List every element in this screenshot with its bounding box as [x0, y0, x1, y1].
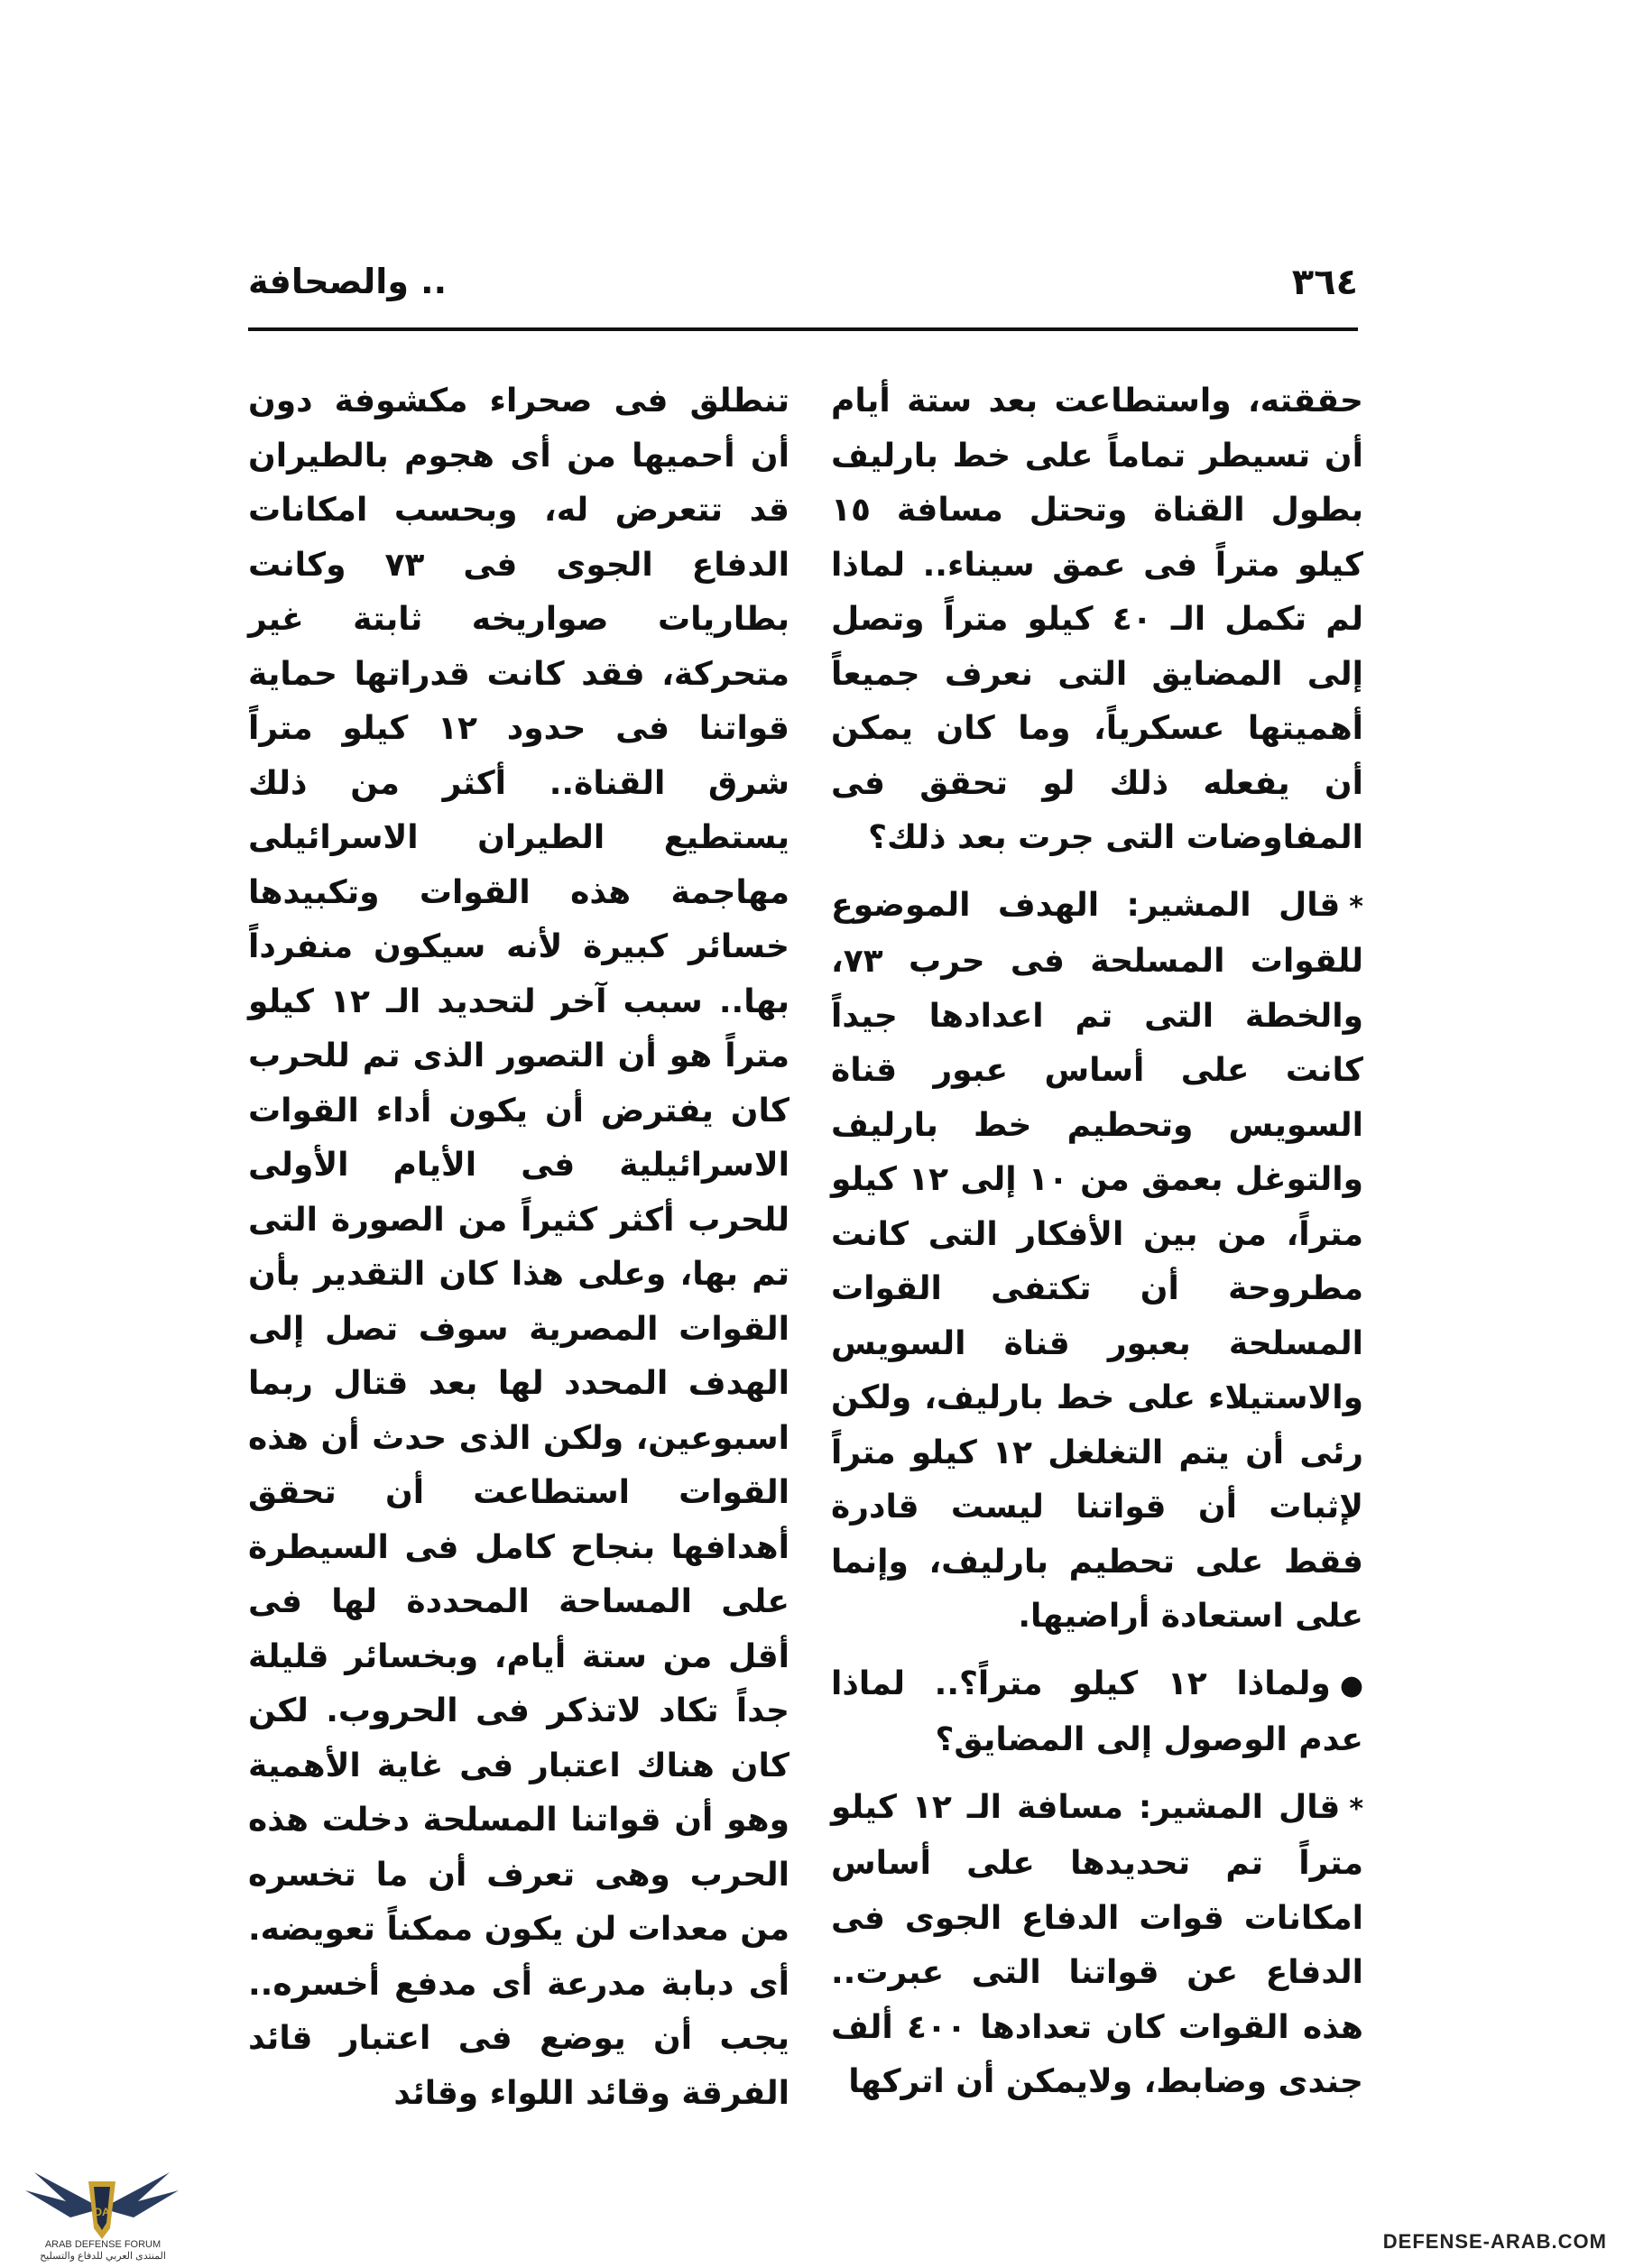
answer-text: قال المشير: مسافة الـ ١٢ كيلو متراً تم تحديدها على أساس امكانات قوات الدفاع الجوى فى الدفاع عن قواتنا التى عبرت.. هذه القوات كان تعدادها ٤٠٠ ألف جندى وضابط، ولايمكن أن اتركها: [831, 1788, 1363, 2100]
answer-paragraph: [831, 1781, 1363, 2110]
question-paragraph: [831, 1657, 1363, 1768]
running-head: .. والصحافة: [248, 262, 448, 301]
forum-logo-caption: [13, 2239, 193, 2263]
right-column: [831, 374, 1363, 2110]
answer-text: قال المشير: الهدف الموضوع للقوات المسلحة فى حرب ٧٣، والخطة التى تم اعدادها جيداً كانت على أساس عبور قناة السويس وتحطيم خط بارليف والتوغل بعمق من ١٠ إلى ١٢ كيلو متراً، من بين الأفكار التى كانت مطروحة أن تكتفى القوات المسلحة بعبور قناة السويس والاستيلاء على خط بارليف، ولكن رئى أن يتم التغلغل ١٢ كيلو متراً لإثبات أن قواتنا ليست قادرة فقط على تحطيم بارليف، وإنما على استعادة أراضيها.: [831, 886, 1363, 1635]
question-text: ولماذا ١٢ كيلو متراً؟.. لماذا عدم الوصول إلى المضايق؟: [831, 1664, 1363, 1758]
page-number: ٣٦٤: [1291, 262, 1358, 303]
bullet-icon: ●: [1339, 1669, 1363, 1701]
forum-name-en: ARAB DEFENSE FORUM: [44, 2239, 162, 2250]
svg-text:DA: DA: [94, 2206, 110, 2218]
asterisk-icon: *: [1349, 890, 1363, 923]
eagle-icon: [25, 2172, 179, 2239]
paragraph: حققته، واستطاعت بعد ستة أيام أن تسيطر تماماً على خط بارليف بطول القناة وتحتل مسافة ١٥ كيلو متراً فى عمق سيناء.. لماذا لم تكمل الـ ٤٠ كيلو متراً وتصل إلى المضايق التى نعرف جميعاً أهميتها عسكرياً، وما كان يمكن أن يفعله ذلك لو تحقق فى المفاوضات التى جرت بعد ذلك؟: [831, 383, 1363, 856]
page-header: [248, 262, 1358, 325]
forum-logo: [16, 2145, 188, 2254]
asterisk-icon: *: [1349, 1793, 1364, 1825]
answer-paragraph: [831, 879, 1363, 1645]
paragraph: تنطلق فى صحراء مكشوفة دون أن أحميها من أى هجوم بالطيران قد تتعرض له، وبحسب امكانات الدفاع الجوى فى ٧٣ وكانت بطاريات صواريخه ثابتة غير متحركة، فقد كانت قدراتها حماية قواتنا فى حدود ١٢ كيلو متراً شرق القناة.. أكثر من ذلك يستطيع الطيران الاسرائيلى مهاجمة هذه القوات وتكبيدها خسائر كبيرة لأنه سيكون منفرداً بها.. سبب آخر لتحديد الـ ١٢ كيلو متراً هو أن التصور الذى تم للحرب كان يفترض أن يكون أداء القوات الاسرائيلية فى الأيام الأولى للحرب أكثر كثيراً من الصورة التى تم بها، وعلى هذا كان التقدير بأن القوات المصرية سوف تصل إلى الهدف المحدد لها بعد قتال ربما اسبوعين، ولكن الذى حدث أن هذه القوات استطاعت أن تحقق أهدافها بنجاح كامل فى السيطرة على المساحة المحددة لها فى أقل من ستة أيام، وبخسائر قليلة جداً تكاد لاتذكر فى الحروب. لكن كان هناك اعتبار فى غاية الأهمية وهو أن قواتنا المسلحة دخلت هذه الحرب وهى تعرف أن ما تخسره من معدات لن يكون ممكناً تعويضه. أى دبابة مدرعة أى مدفع أخسره.. يجب أن يوضع فى اعتبار قائد الفرقة وقائد اللواء وقائد: [248, 383, 790, 2112]
forum-name-ar: المنتدى العربي للدفاع والتسليح: [40, 2251, 166, 2262]
site-watermark: DEFENSE-ARAB.COM: [1382, 2230, 1607, 2253]
header-rule: [248, 327, 1358, 331]
left-column: [248, 374, 789, 2121]
